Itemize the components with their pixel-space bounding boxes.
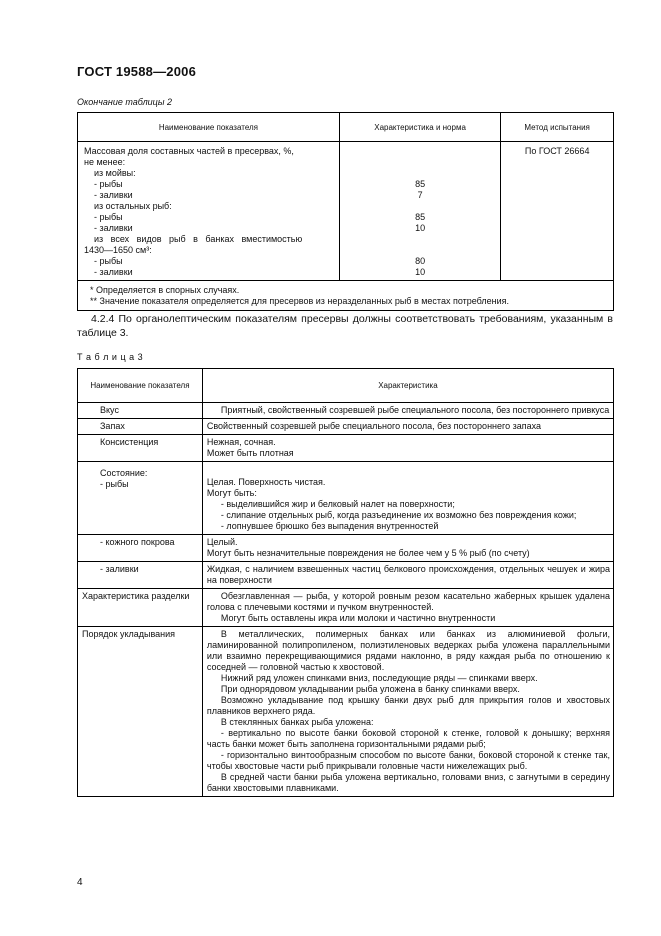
t2-name-line: - заливки — [94, 223, 133, 233]
t2-value — [342, 168, 499, 179]
table2-method-cell: По ГОСТ 26664 — [501, 142, 614, 281]
t2-value: 10 — [415, 223, 426, 233]
t2-value — [342, 146, 499, 157]
table3-text-line: Жидкая, с наличием взвешенных частиц белкового происхождения, отдельных чешуек и жира на поверхности — [206, 564, 610, 585]
t2-value: 80 — [415, 256, 426, 266]
table3-caption: Т а б л и ц а 3 — [77, 352, 144, 362]
t2-value — [342, 245, 499, 256]
table3-text-line: Может быть плотная — [206, 448, 294, 458]
table2-header-norm: Характеристика и норма — [339, 113, 501, 142]
table3-text-line: - горизонтально винтообразным способом по высоте банки, боковой стороной к стенке так, чтобы хвостовые части рыб прикрывали головные части нижележащих рыб. — [206, 750, 610, 771]
table3-text-line: Целый. — [206, 537, 238, 547]
t2-name-line: - рыбы — [94, 179, 123, 189]
table3-text-packing — [202, 627, 613, 797]
table3-text-line: Могут быть незначительные повреждения не более чем у 5 % рыб (по счету) — [206, 548, 530, 558]
table3-text-skin — [202, 535, 613, 562]
table3-text-line: В средней части банки рыба уложена вертикально, головами вниз, с загнутыми в середину банки хвостовыми плавниками. — [206, 772, 610, 793]
t2-name-line: - рыбы — [94, 256, 123, 266]
table3-text-state — [202, 462, 613, 535]
table3-name-line: Запах — [100, 421, 125, 431]
table3-text-line: Свойственный созревшей рыбе специального посола, без постороннего запаха — [206, 421, 542, 431]
table2-note: ** Значение показателя определяется для пресервов из неразделанных рыб в местах потребления. — [90, 296, 510, 306]
table3-name-packing — [78, 627, 203, 797]
table2-values-cell — [339, 142, 501, 281]
t2-name-line: из всех видов рыб в банках вместимостью — [94, 234, 303, 244]
table3-text-line: Могут быть: — [206, 488, 257, 498]
document-header: ГОСТ 19588—2006 — [77, 64, 196, 79]
table2-note: * Определяется в спорных случаях. — [90, 285, 240, 295]
table3-text-line: - слипание отдельных рыб, когда разъединение их возможно без повреждения кожи; — [220, 510, 577, 520]
t2-value — [342, 201, 499, 212]
table3-text-cutting — [202, 589, 613, 627]
paragraph-4-2-4: 4.2.4 По органолептическим показателям пресервы должны соответствовать требованиям, указанным в таблице 3. — [77, 313, 613, 339]
table3-text-filling — [202, 562, 613, 589]
table3-text-line: - выделившийся жир и белковый налет на поверхности; — [220, 499, 455, 509]
table3-text-line: - вертикально по высоте банки боковой стороной к стенке, головой к донышку; верхняя часть банки может быть заполнена горизонтальными рядами рыб; — [206, 728, 610, 749]
table3-text-line: Возможно укладывание под крышку банки двух рыб для прикрытия голов и хвостовых плавников верхнего ряда. — [206, 695, 610, 716]
table2-names-cell — [78, 142, 340, 281]
table2-header-name: Наименование показателя — [78, 113, 340, 142]
t2-value — [342, 157, 499, 168]
table2 — [77, 112, 614, 311]
table2-notes — [78, 281, 614, 311]
table3-name-line: - рыбы — [100, 479, 129, 489]
t2-name-line: - заливки — [94, 267, 133, 277]
t2-name-line: - рыбы — [94, 212, 123, 222]
t2-value: 85 — [415, 179, 426, 189]
table3-name-state — [78, 462, 203, 535]
table3-text-line: - лопнувшее брюшко без выпадения внутренностей — [220, 521, 439, 531]
table3-name-consistency — [78, 435, 203, 462]
t2-name-line: из мойвы: — [94, 168, 136, 178]
table3-text-line: Приятный, свойственный созревшей рыбе специального посола, без постороннего привкуса — [220, 405, 610, 415]
table3-header-name: Наименование показателя — [78, 369, 203, 403]
table3-name-line: Характеристика разделки — [82, 591, 190, 601]
table3-text-line: В стеклянных банках рыба уложена: — [220, 717, 374, 727]
table3-text-line: Могут быть оставлены икра или молоки и частично внутренности — [220, 613, 496, 623]
t2-name-line: Массовая доля составных частей в пресервах, %, — [84, 146, 294, 156]
table3-text-line: Обезглавленная — рыба, у которой ровным резом касательно жаберных крышек удалена голова с плечевыми костями и пучком внутренностей. — [206, 591, 610, 612]
t2-value: 85 — [415, 212, 426, 222]
table3-text-consistency — [202, 435, 613, 462]
t2-name-line: из остальных рыб: — [94, 201, 172, 211]
t2-value — [342, 234, 499, 245]
page-number: 4 — [77, 877, 83, 888]
t2-name-line: 1430—1650 см³: — [84, 245, 152, 255]
table3-name-skin — [78, 535, 203, 562]
table3-text-smell — [202, 419, 613, 435]
table3-text-line: При однорядовом укладывании рыба уложена в банку спинками вверх. — [220, 684, 520, 694]
table3-name-filling — [78, 562, 203, 589]
table3-text-line: В металлических, полимерных банках или банках из алюминиевой фольги, ламинированной полипропиленом, полиэтиленовых ведерках рыба уложена параллельными или взаимно перекрещивающимися рядами наклонно, в ряду каждая рыба по отношению к соседней — головной частью к хвостовой. — [206, 629, 610, 672]
table3-name-line: Вкус — [100, 405, 119, 415]
t2-value: 7 — [417, 190, 423, 200]
table3-name-line: Состояние: — [100, 468, 148, 478]
table2-header-method: Метод испытания — [501, 113, 614, 142]
table3-name-line: Порядок укладывания — [82, 629, 176, 639]
t2-name-line: - заливки — [94, 190, 133, 200]
t2-name-line: не менее: — [84, 157, 126, 167]
table3-text-line: Нежная, сочная. — [206, 437, 276, 447]
table2-caption: Окончание таблицы 2 — [77, 97, 172, 107]
table3-name-smell — [78, 419, 203, 435]
table3-header-characteristic: Характеристика — [202, 369, 613, 403]
table3-name-line: - кожного покрова — [100, 537, 175, 547]
table3-text-line: Целая. Поверхность чистая. — [206, 477, 326, 487]
table3-name-taste — [78, 403, 203, 419]
table3-name-line: - заливки — [100, 564, 139, 574]
table3 — [77, 368, 614, 797]
table3-name-cutting — [78, 589, 203, 627]
table3-name-line: Консистенция — [100, 437, 159, 447]
table3-text-line: Нижний ряд уложен спинками вниз, последующие ряды — спинками вверх. — [220, 673, 538, 683]
t2-value: 10 — [415, 267, 426, 277]
table3-text-taste — [202, 403, 613, 419]
